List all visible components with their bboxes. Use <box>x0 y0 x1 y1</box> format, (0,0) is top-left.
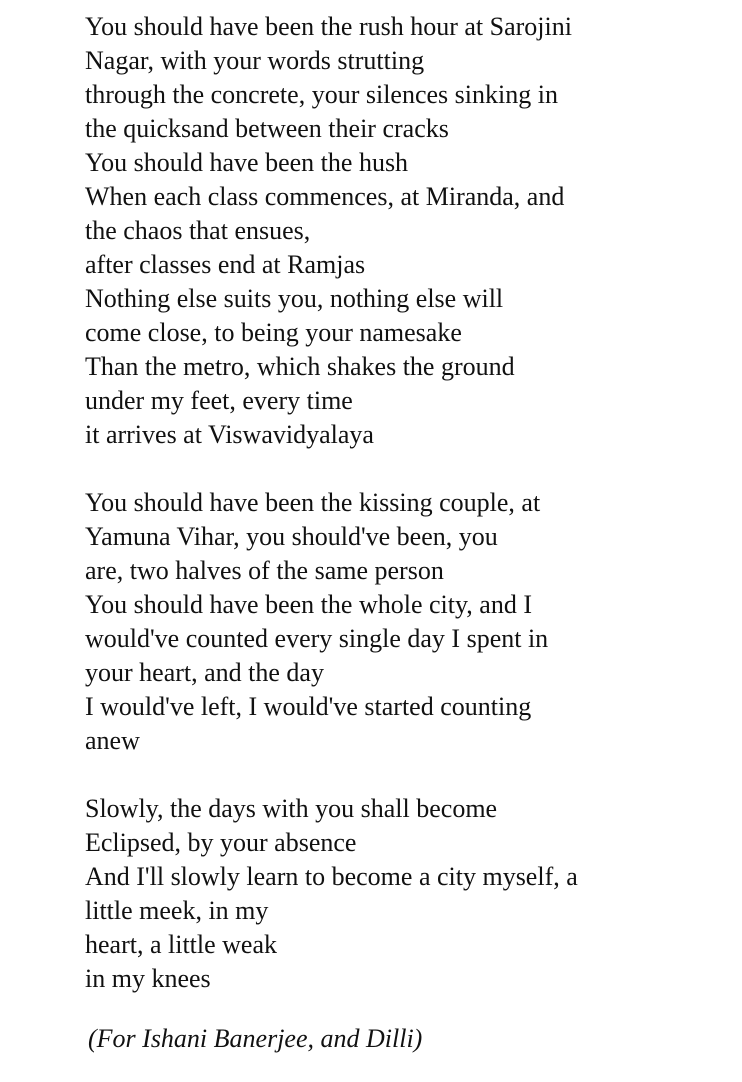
poem-line: Nagar, with your words strutting <box>85 46 425 75</box>
poem-line: after classes end at Ramjas <box>85 250 366 279</box>
poem-line: When each class commences, at Miranda, and <box>85 182 565 211</box>
poem-line: Than the metro, which shakes the ground <box>85 352 515 381</box>
poem-line: the quicksand between their cracks <box>85 114 449 143</box>
poem-line: through the concrete, your silences sinking in <box>85 80 558 109</box>
poem-line: Nothing else suits you, nothing else will <box>85 284 504 313</box>
poem-line: You should have been the whole city, and I <box>85 590 532 619</box>
poem-line: Yamuna Vihar, you should've been, you <box>85 522 498 551</box>
stanza-3 <box>85 792 725 996</box>
poem-line: under my feet, every time <box>85 386 353 415</box>
poem-line: it arrives at Viswavidyalaya <box>85 420 374 449</box>
poem-line: little meek, in my <box>85 896 269 925</box>
poem-line: are, two halves of the same person <box>85 556 444 585</box>
poem-line: come close, to being your namesake <box>85 318 462 347</box>
stanza-1 <box>85 10 725 452</box>
poem-line: heart, a little weak <box>85 930 278 959</box>
poem-line: in my knees <box>85 964 211 993</box>
poem-line: You should have been the hush <box>85 148 409 177</box>
poem-line: You should have been the rush hour at Sarojini <box>85 12 572 41</box>
poem-line: anew <box>85 726 140 755</box>
poem-line: And I'll slowly learn to become a city myself, a <box>85 862 578 891</box>
stanza-break <box>85 758 725 792</box>
poem-line: your heart, and the day <box>85 658 324 687</box>
poem-line: I would've left, I would've started counting <box>85 692 532 721</box>
poem-line: Slowly, the days with you shall become <box>85 794 498 823</box>
dedication: (For Ishani Banerjee, and Dilli) <box>88 1024 423 1053</box>
poem-line: Eclipsed, by your absence <box>85 828 357 857</box>
poem-line: the chaos that ensues, <box>85 216 311 245</box>
stanza-2 <box>85 486 725 758</box>
poem-line: You should have been the kissing couple, at <box>85 488 541 517</box>
poem-line: would've counted every single day I spent in <box>85 624 549 653</box>
stanza-break <box>85 452 725 486</box>
poem <box>85 10 725 996</box>
